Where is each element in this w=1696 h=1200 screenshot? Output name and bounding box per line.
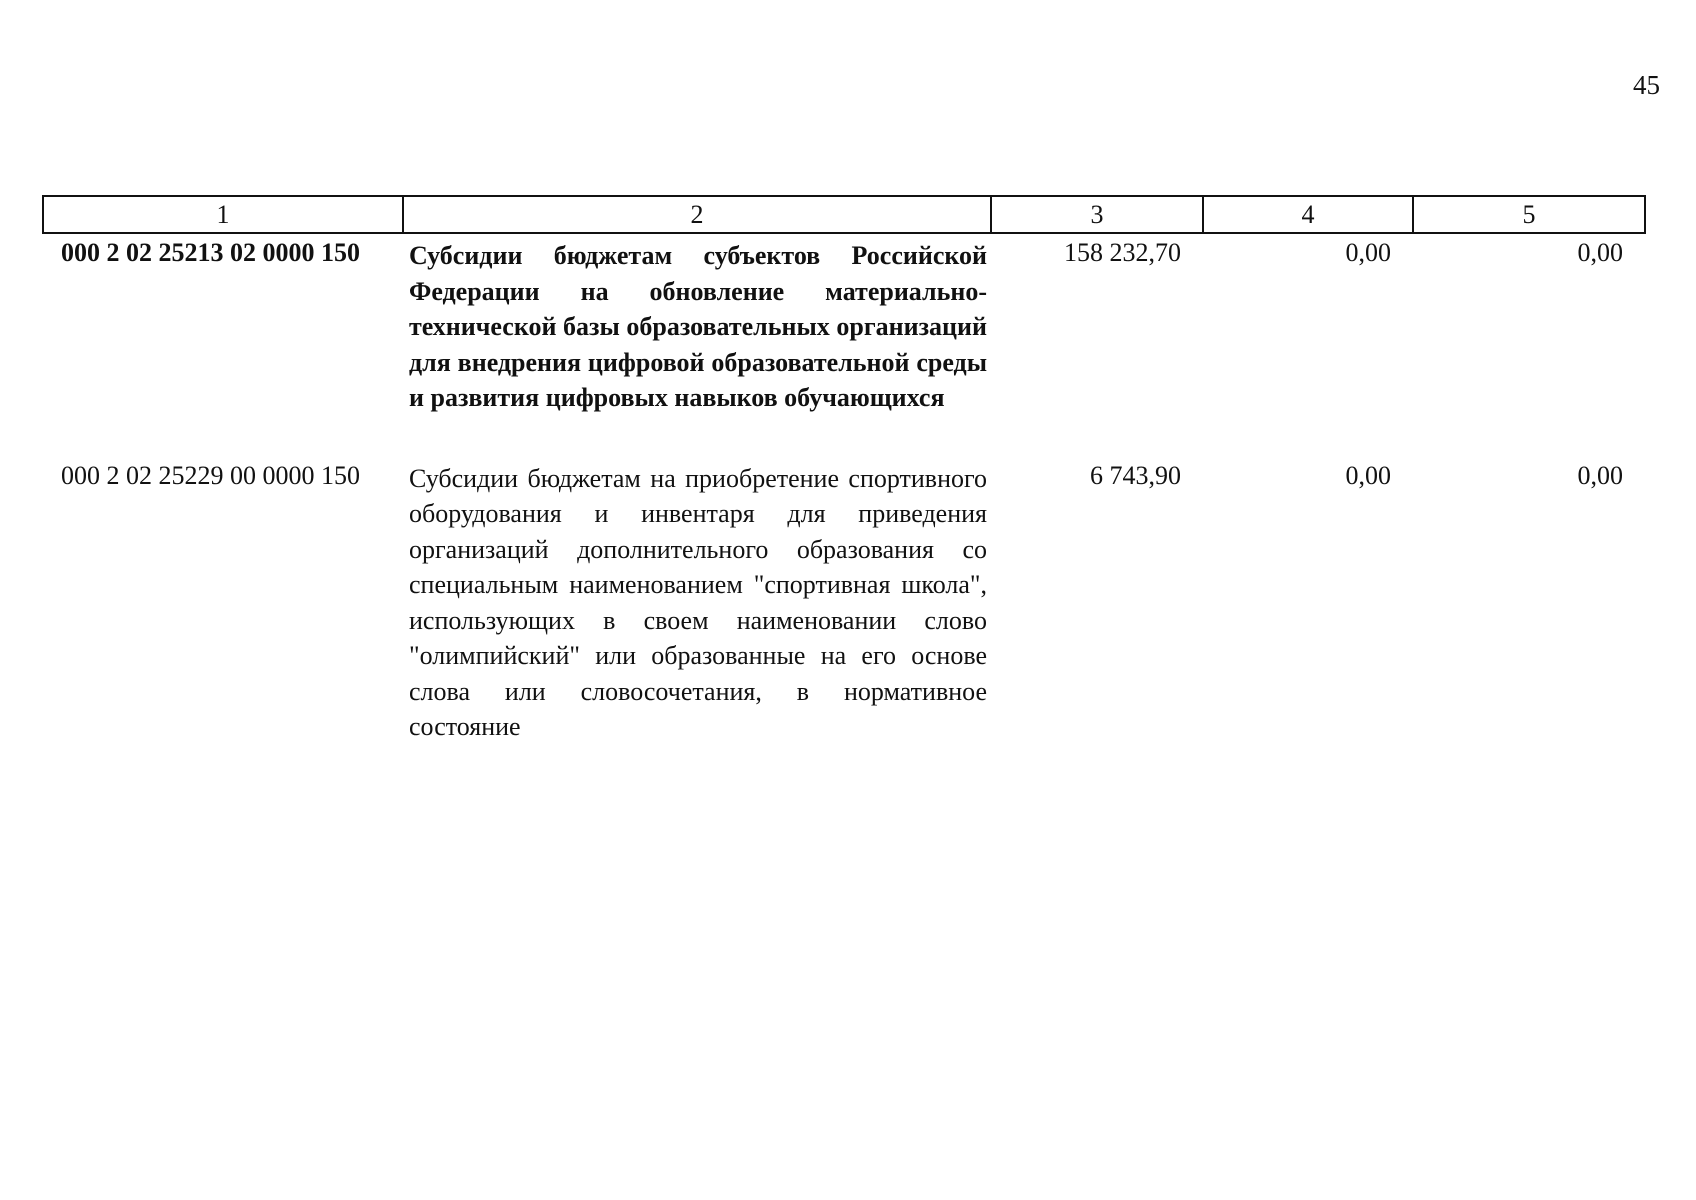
value-col3: 158 232,70: [1064, 238, 1181, 267]
row-description: [403, 233, 991, 417]
budget-code: 000 2 02 25229 00 0000 150: [61, 460, 360, 490]
value-col3: 6 743,90: [1090, 460, 1181, 490]
row-spacer: [43, 417, 1645, 457]
table-row: [43, 457, 1645, 746]
budget-code: 000 2 02 25213 02 0000 150: [61, 238, 360, 267]
column-header-5: 5: [1413, 196, 1645, 233]
value-col4: 0,00: [1345, 460, 1391, 490]
table-row: [43, 233, 1645, 417]
row-description: [403, 457, 991, 746]
header-row: [43, 196, 1645, 233]
column-header-3: 3: [991, 196, 1203, 233]
column-header-4: 4: [1203, 196, 1413, 233]
table-header: [43, 196, 1645, 233]
page-number: 45: [1633, 70, 1660, 100]
column-header-2: 2: [403, 196, 991, 233]
budget-table: [42, 195, 1646, 746]
value-col4: 0,00: [1345, 238, 1391, 267]
value-col5: 0,00: [1577, 460, 1623, 490]
description-text: Субсидии бюджетам на приобретение спортивного оборудования и инвентаря для приведения организаций дополнительного образования со специальным наименованием "спортивная школа", использующих в своем наименовании слово "олимпийский" или образованные на его основе слова или словосочетания, в нормативное состояние: [409, 463, 987, 741]
column-header-1: 1: [43, 196, 403, 233]
table-body: [43, 233, 1645, 746]
value-col5: 0,00: [1577, 238, 1623, 267]
description-text: Субсидии бюджетам субъектов Российской Федерации на обновление материально-технической базы образовательных организаций для внедрения цифровой образовательной среды и развития цифровых навыков обучающихся: [409, 241, 987, 412]
